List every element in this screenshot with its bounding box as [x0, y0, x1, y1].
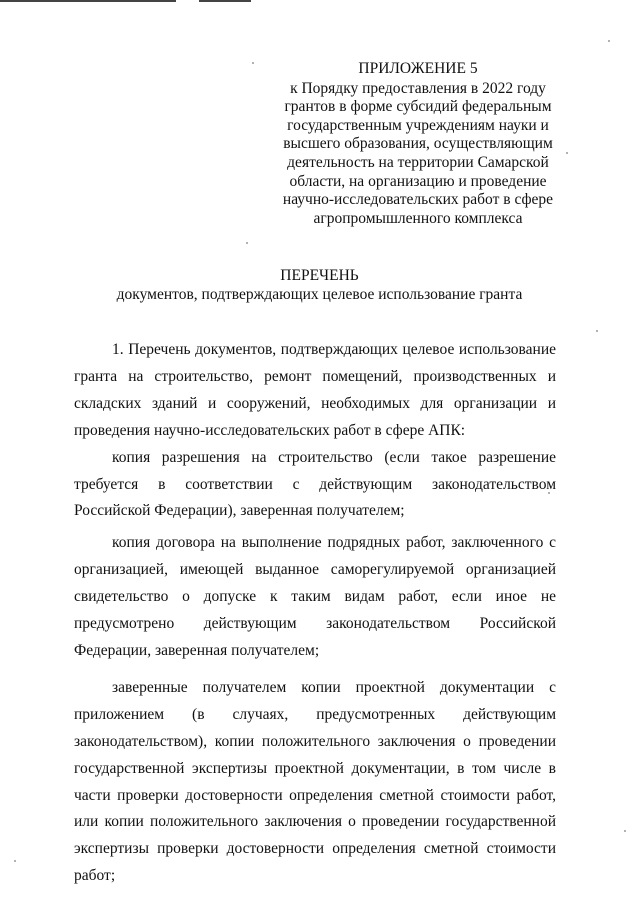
scan-speck — [624, 830, 626, 832]
appendix-line: высшего образования, осуществляющим — [283, 135, 553, 153]
paragraph: 1. Перечень документов, подтверждающих целевое использование гранта на строительство, ремонт помещений, производственных и складских зданий и сооружений, необходимых для организации и проведения научно-исследовательских работ в сфере АПК: — [74, 341, 556, 439]
appendix-line: деятельность на территории Самарской — [287, 153, 549, 171]
scan-speck — [14, 860, 16, 862]
document-subtitle: документов, подтверждающих целевое использование гранта — [116, 286, 523, 303]
paragraph: копия разрешения на строительство (если такое разрешение требуется в соответствии с действующим законодательством Российской Федерации), заверенная получателем; — [74, 448, 556, 520]
document-body — [74, 337, 556, 890]
paragraph: заверенные получателем копии проектной документации с приложением (в случаях, предусмотренных действующим законодательством), копии положительного заключения о проведении государственной экспертизы проектной документации, в том числе в части проверки достоверности определения сметной стоимости работ, или копии положительного заключения о проведении государственной экспертизы проверки достоверности определения сметной стоимости работ; — [74, 678, 556, 885]
scan-speck — [246, 242, 248, 244]
scan-edge-line — [0, 0, 176, 2]
paragraph: копия договора на выполнение подрядных работ, заключенного с организацией, имеющей выданное саморегулируемой организацией свидетельство о допуске к таким видам работ, если иное не предусмотрено действующим законодательством Российской Федерации, заверенная получателем; — [74, 534, 556, 659]
scan-speck — [596, 330, 598, 332]
scan-speck — [566, 152, 568, 154]
appendix-line: к Порядку предоставления в 2022 году — [290, 79, 546, 97]
appendix-line: области, на организацию и проведение — [289, 172, 547, 190]
scan-speck — [608, 40, 610, 42]
appendix-line: научно-исследовательских работ в сфере — [282, 191, 554, 209]
scan-edge-line — [199, 0, 251, 2]
appendix-line: государственным учреждениям науки и — [287, 116, 549, 134]
scan-speck — [252, 62, 254, 64]
appendix-line: грантов в форме субсидий федеральным — [284, 98, 552, 116]
document-title: ПЕРЕЧЕНЬ — [280, 267, 359, 284]
appendix-line: агропромышленного комплекса — [313, 209, 523, 227]
appendix-heading: ПРИЛОЖЕНИЕ 5 — [358, 60, 478, 77]
appendix-header — [272, 60, 564, 228]
